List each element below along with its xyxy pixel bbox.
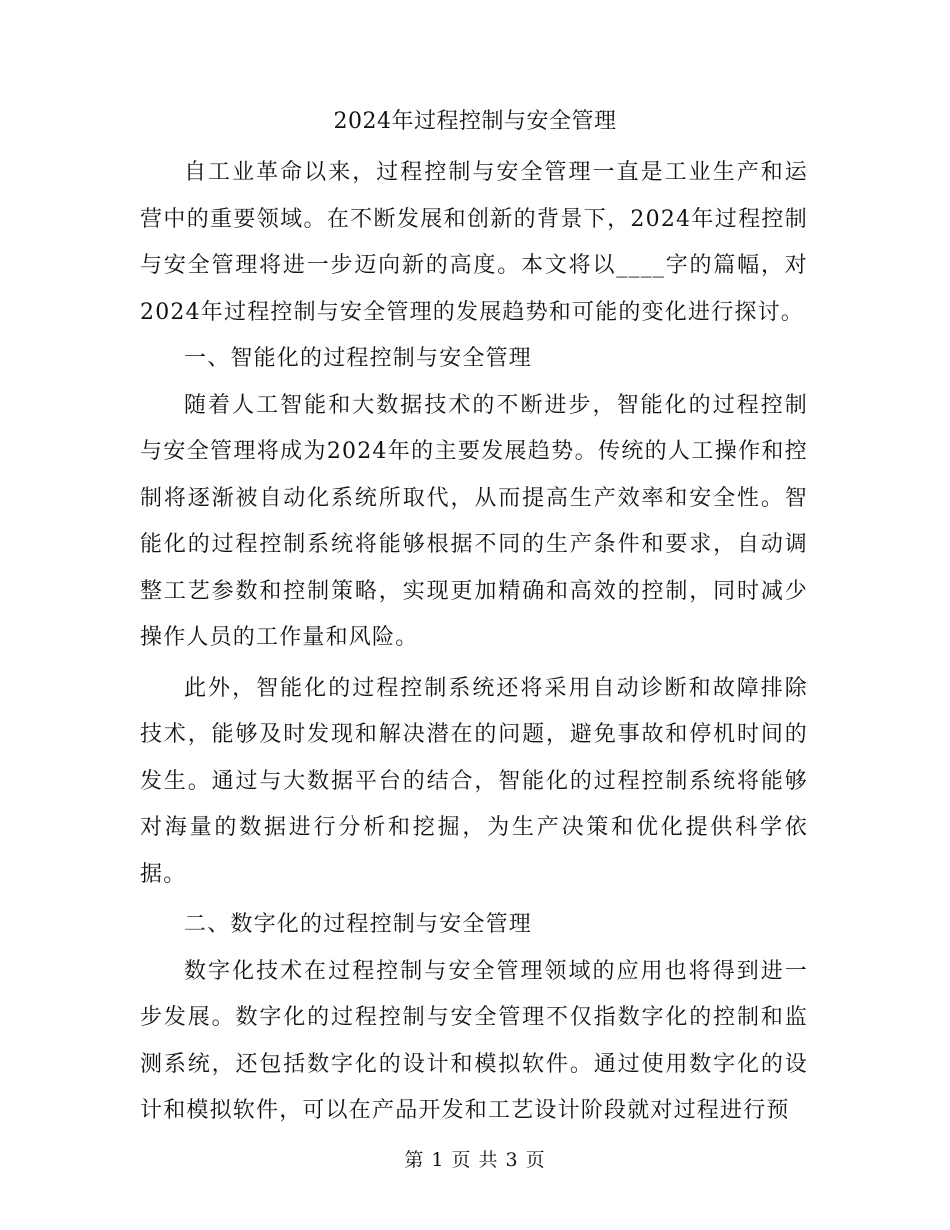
section-heading-2: 二、数字化的过程控制与安全管理 xyxy=(184,912,533,937)
section-heading-1: 一、智能化的过程控制与安全管理 xyxy=(184,346,533,371)
document-title: 2024年过程控制与安全管理 xyxy=(333,109,617,134)
intro-paragraph: 自工业革命以来，过程控制与安全管理一直是工业生产和运营中的重要领域。在不断发展和创新的背景下，2024年过程控制与安全管理将进一步迈向新的高度。本文将以____字的篇幅，对2024年过程控制与安全管理的发展趋势和可能的变化进行探讨。 xyxy=(140,160,808,325)
section-1-paragraph-2: 此外，智能化的过程控制系统还将采用自动诊断和故障排除技术，能够及时发现和解决潜在的问题，避免事故和停机时间的发生。通过与大数据平台的结合，智能化的过程控制系统将能够对海量的数据进行分析和挖掘，为生产决策和优化提供科学依据。 xyxy=(140,675,808,887)
section-2-paragraph-1: 数字化技术在过程控制与安全管理领域的应用也将得到进一步发展。数字化的过程控制与安全管理不仅指数字化的控制和监测系统，还包括数字化的设计和模拟软件。通过使用数字化的设计和模拟软件，可以在产品开发和工艺设计阶段就对过程进行预 xyxy=(140,958,808,1123)
page-number-footer: 第 1 页 共 3 页 xyxy=(404,1149,546,1171)
section-1-paragraph-1: 随着人工智能和大数据技术的不断进步，智能化的过程控制与安全管理将成为2024年的主要发展趋势。传统的人工操作和控制将逐渐被自动化系统所取代，从而提高生产效率和安全性。智能化的过程控制系统将能够根据不同的生产条件和要求，自动调整工艺参数和控制策略，实现更加精确和高效的控制，同时减少操作人员的工作量和风险。 xyxy=(140,392,808,650)
document-body xyxy=(140,150,808,1135)
